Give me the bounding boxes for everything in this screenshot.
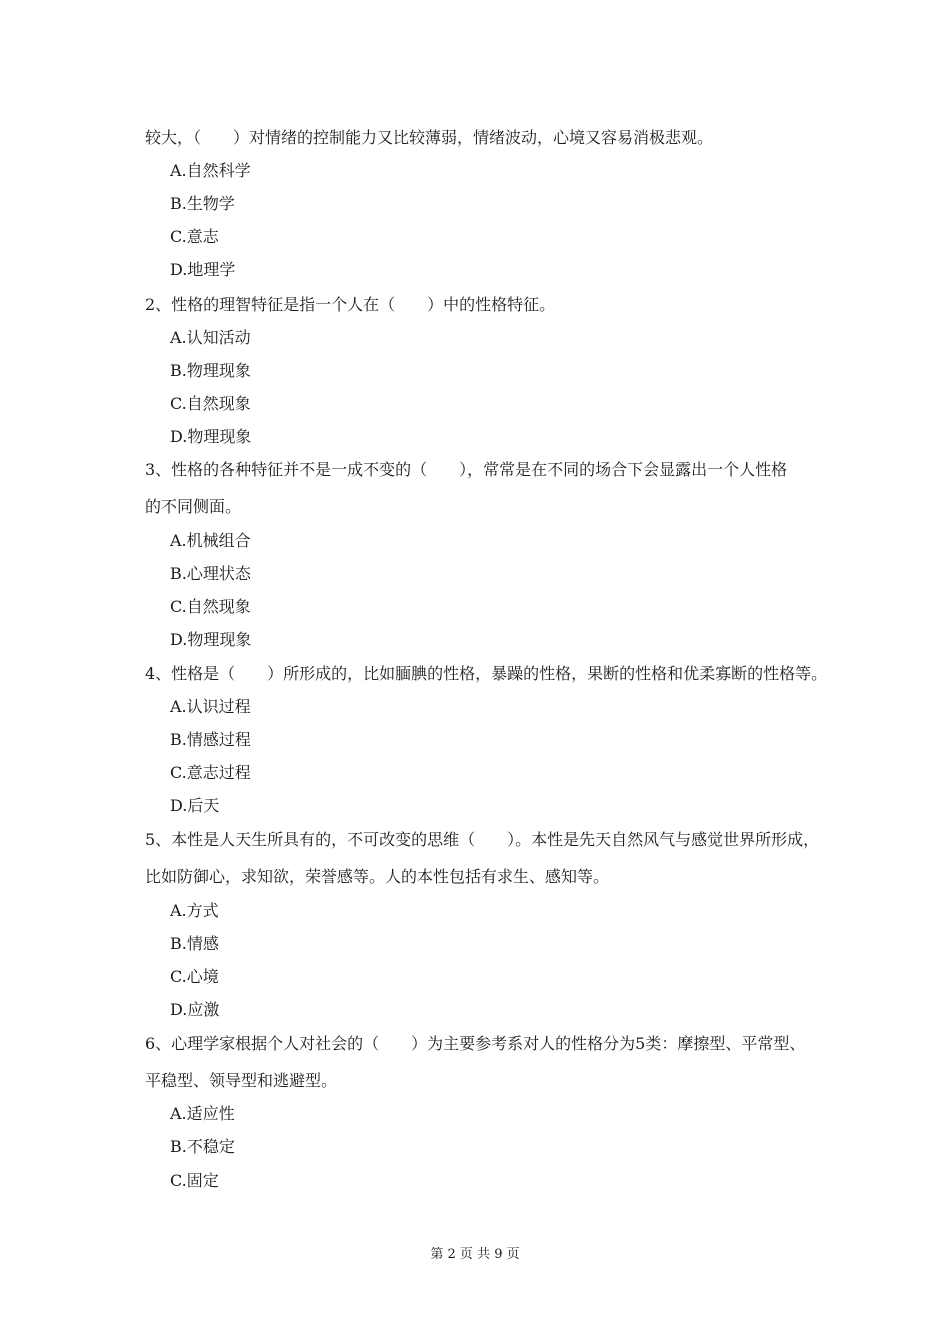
answer-option: C.意志 bbox=[170, 227, 219, 246]
answer-option: D.地理学 bbox=[170, 260, 236, 279]
answer-option: C.自然现象 bbox=[170, 597, 251, 616]
page-number-footer: 第 2 页 共 9 页 bbox=[430, 1247, 520, 1262]
answer-option: C.心境 bbox=[170, 967, 219, 986]
answer-option: C.固定 bbox=[170, 1171, 219, 1190]
answer-option: B.情感 bbox=[170, 934, 219, 953]
answer-option: B.物理现象 bbox=[170, 361, 251, 380]
answer-option: D.物理现象 bbox=[170, 630, 252, 649]
answer-option: B.心理状态 bbox=[170, 564, 251, 583]
answer-option: C.自然现象 bbox=[170, 394, 251, 413]
question-text-line: 5、本性是人天生所具有的，不可改变的思维（ ）。本性是先天自然风气与感觉世界所形成， bbox=[145, 830, 820, 849]
answer-option: A.适应性 bbox=[170, 1104, 235, 1123]
answer-option: B.不稳定 bbox=[170, 1137, 235, 1156]
answer-option: C.意志过程 bbox=[170, 763, 251, 782]
answer-option: D.物理现象 bbox=[170, 427, 252, 446]
question-text-line: 2、性格的理智特征是指一个人在（ ）中的性格特征。 bbox=[145, 295, 556, 314]
answer-option: D.应激 bbox=[170, 1000, 220, 1019]
question-text-line: 4、性格是（ ）所形成的，比如腼腆的性格，暴躁的性格，果断的性格和优柔寡断的性格等。 bbox=[145, 664, 828, 683]
answer-option: B.情感过程 bbox=[170, 730, 251, 749]
question-text-line: 比如防御心，求知欲，荣誉感等。人的本性包括有求生、感知等。 bbox=[145, 867, 610, 886]
question-text-line: 6、心理学家根据个人对社会的（ ）为主要参考系对人的性格分为5类：摩擦型、平常型、 bbox=[145, 1034, 806, 1053]
answer-option: A.认识过程 bbox=[170, 697, 251, 716]
answer-option: A.方式 bbox=[170, 901, 219, 920]
question-text-line: 3、性格的各种特征并不是一成不变的（ ），常常是在不同的场合下会显露出一个人性格 bbox=[145, 460, 788, 479]
question-text-line: 较大，（ ）对情绪的控制能力又比较薄弱，情绪波动，心境又容易消极悲观。 bbox=[145, 128, 714, 147]
answer-option: D.后天 bbox=[170, 796, 220, 815]
answer-option: A.自然科学 bbox=[170, 161, 251, 180]
question-text-line: 平稳型、领导型和逃避型。 bbox=[145, 1071, 338, 1090]
answer-option: A.机械组合 bbox=[170, 531, 251, 550]
answer-option: B.生物学 bbox=[170, 194, 235, 213]
answer-option: A.认知活动 bbox=[170, 328, 251, 347]
question-text-line: 的不同侧面。 bbox=[145, 497, 242, 516]
